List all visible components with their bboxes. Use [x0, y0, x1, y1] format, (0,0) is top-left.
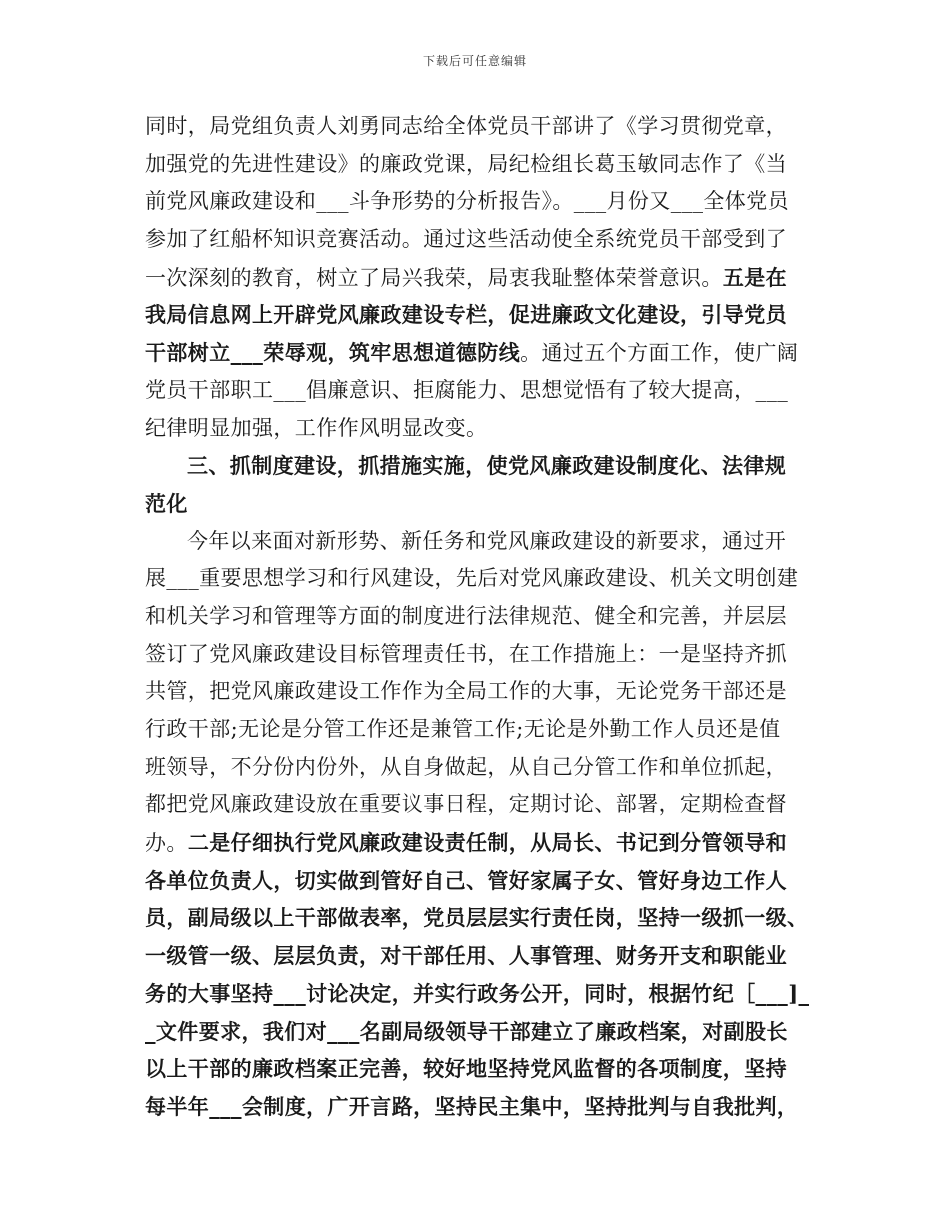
text-line	[145, 937, 823, 975]
text-line	[145, 259, 823, 297]
text-line	[145, 146, 823, 184]
text-segment: 都把党风廉政建设放在重要议事日程，定期讨论、部署，定期检查督	[145, 792, 787, 817]
text-segment: 参加了红船杯知识竞赛活动。通过这些活动使全系统党员干部受到了	[145, 227, 787, 252]
text-segment: 纪律明显加强，工作作风明显改变。	[145, 415, 488, 440]
text-segment: 党员干部职工___倡廉意识、拒腐能力、思想觉悟有了较大提高，___	[145, 377, 789, 402]
bold-text-segment: 二是仔细执行党风廉政建设责任制，从局长、书记到分管领导和	[187, 830, 788, 856]
text-segment: 展___重要思想学习和行风建设，先后对党风廉政建设、机关文明创建	[145, 566, 799, 591]
text-line	[145, 711, 823, 749]
text-line	[145, 1050, 823, 1088]
text-line	[145, 1088, 823, 1126]
bold-text-segment: 范化	[145, 490, 188, 516]
text-segment: 班领导，不分份内份外，从自身做起，从自己分管工作和单位抓起，	[145, 754, 787, 779]
text-line	[145, 749, 823, 787]
text-line	[145, 673, 823, 711]
bold-text-segment: 员，副局级以上干部做表率，党员层层实行责任岗，坚持一级抓一级、	[145, 905, 809, 931]
text-line	[145, 824, 823, 862]
bold-text-segment: 务的大事坚持___讨论决定，并实行政务公开，同时，根据竹纪［___]_	[145, 980, 810, 1006]
text-line	[145, 410, 823, 448]
document-body	[145, 108, 823, 1126]
text-line	[145, 447, 823, 485]
text-line	[145, 636, 823, 674]
bold-text-segment: 干部树立___荣辱观，筑牢思想道德防线	[145, 340, 521, 366]
text-segment: 加强党的先进性建设》的廉政党课，局纪检组长葛玉敏同志作了《当	[145, 151, 787, 176]
text-segment: 和机关学习和管理等方面的制度进行法律规范、健全和完善，并层层	[145, 603, 787, 628]
text-line	[145, 560, 823, 598]
text-line	[145, 523, 823, 561]
text-segment: 签订了党风廉政建设目标管理责任书，在工作措施上：一是坚持齐抓	[145, 641, 787, 666]
text-line	[145, 485, 823, 523]
text-line	[145, 296, 823, 334]
text-line	[145, 786, 823, 824]
text-line	[145, 975, 823, 1013]
text-segment: 共管，把党风廉政建设工作作为全局工作的大事，无论党务干部还是	[145, 679, 787, 704]
text-line	[145, 372, 823, 410]
text-line	[145, 334, 823, 372]
page-header: 下载后可任意编辑	[422, 54, 527, 68]
bold-text-segment: 以上干部的廉政档案正完善，较好地坚持党风监督的各项制度，坚持	[145, 1056, 787, 1082]
bold-text-segment: 三、抓制度建设，抓措施实施，使党风廉政建设制度化、法律规	[187, 453, 787, 479]
text-line	[145, 899, 823, 937]
text-segment: 办。	[145, 831, 188, 856]
bold-text-segment: 每半年___会制度，广开言路，坚持民主集中，坚持批判与自我批判，	[145, 1093, 799, 1119]
bold-text-segment: 五是在	[722, 264, 788, 290]
text-line	[145, 108, 823, 146]
text-line	[145, 1013, 823, 1051]
text-segment: 同时，局党组负责人刘勇同志给全体党员干部讲了《学习贯彻党章，	[145, 114, 787, 138]
bold-text-segment: 我局信息网上开辟党风廉政建设专栏，促进廉政文化建设，引导党员	[145, 302, 787, 328]
text-segment: 一次深刻的教育，树立了局兴我荣，局衷我耻整体荣誉意识。	[145, 265, 723, 290]
text-line	[145, 862, 823, 900]
text-segment: 。通过五个方面工作，使广阔	[520, 341, 799, 366]
text-segment: 行政干部;无论是分管工作还是兼管工作;无论是外勤工作人员还是值	[145, 717, 781, 741]
text-segment: 前党风廉政建设和___斗争形势的分析报告》。___月份又___全体党员	[145, 189, 789, 214]
text-line	[145, 221, 823, 259]
bold-text-segment: _文件要求，我们对___名副局级领导干部建立了廉政档案，对副股长	[145, 1018, 788, 1044]
bold-text-segment: 各单位负责人，切实做到管好自己、管好家属子女、管好身边工作人	[145, 867, 787, 893]
text-line	[145, 598, 823, 636]
bold-text-segment: 一级管一级、层层负责，对干部任用、人事管理、财务开支和职能业	[145, 943, 787, 969]
text-segment: 今年以来面对新形势、新任务和党风廉政建设的新要求，通过开	[187, 528, 787, 553]
text-line	[145, 183, 823, 221]
